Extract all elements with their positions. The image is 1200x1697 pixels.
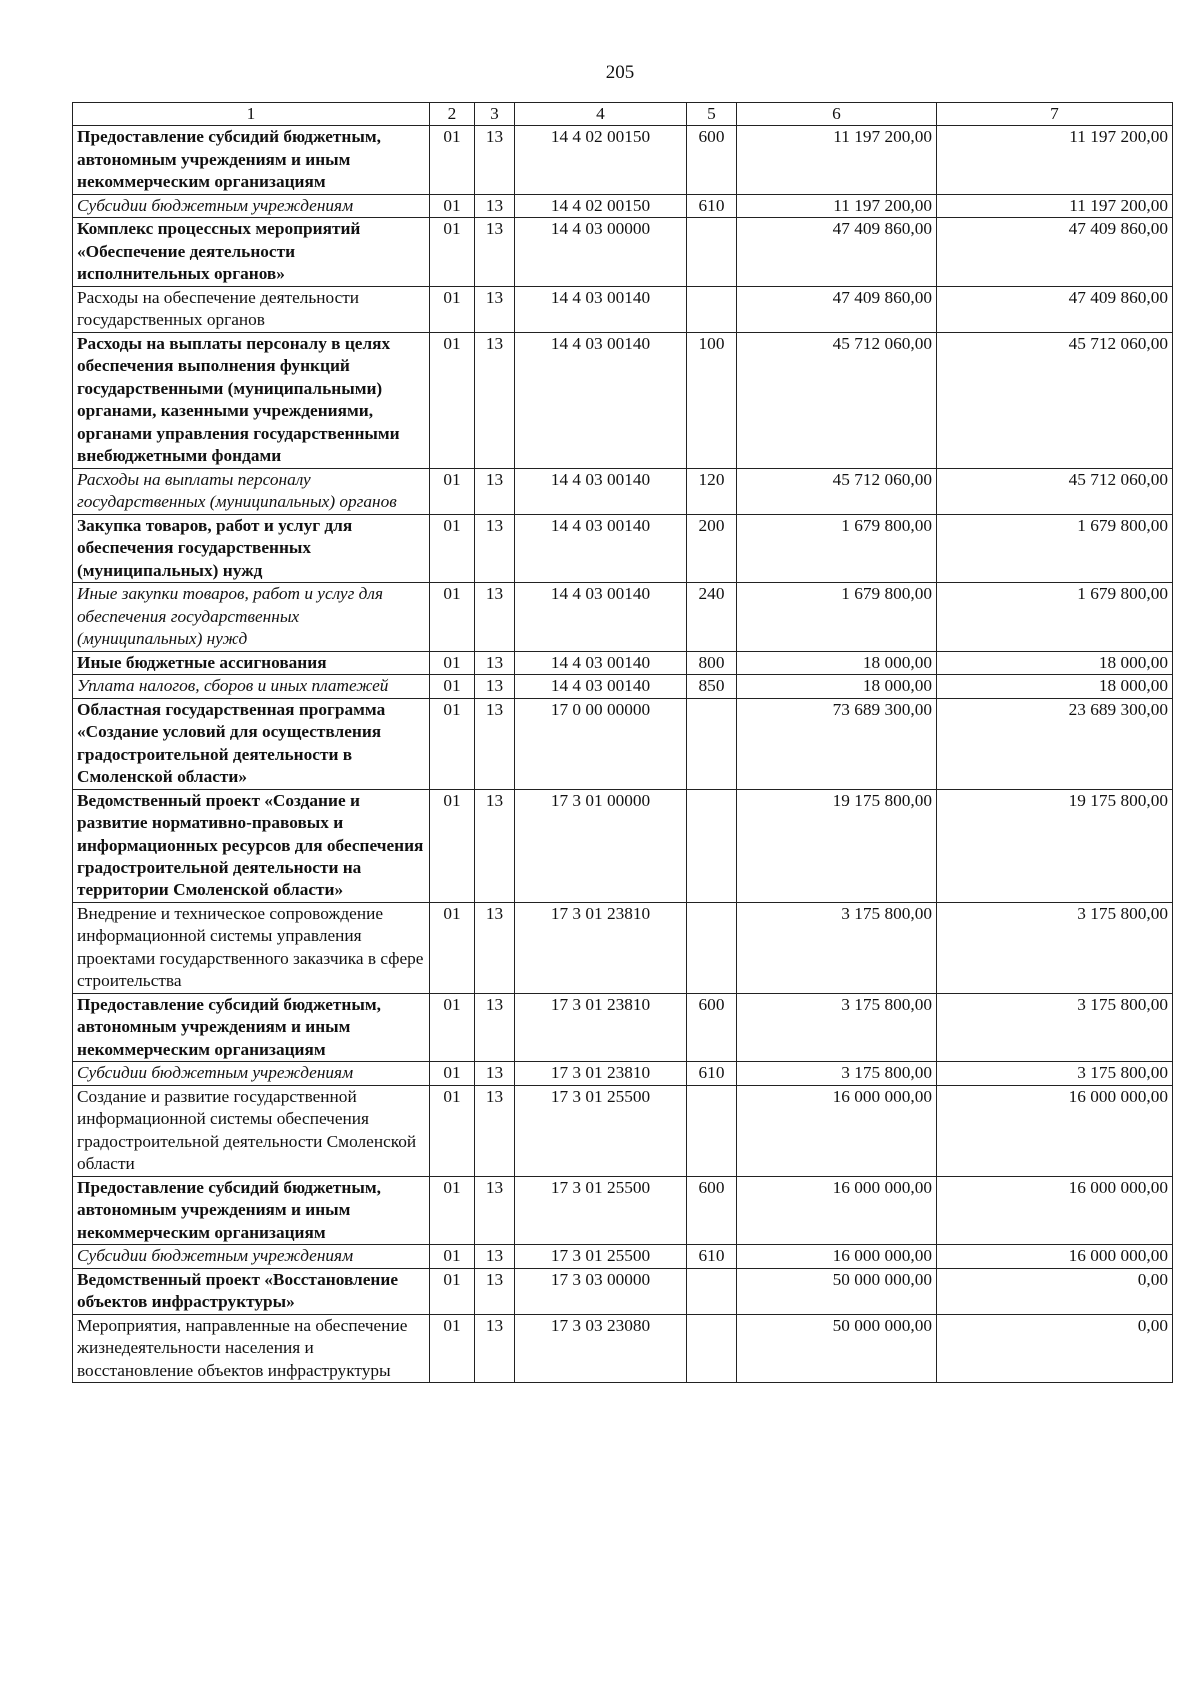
row-name: Уплата налогов, сборов и иных платежей <box>73 675 430 698</box>
cell-amount-1: 47 409 860,00 <box>737 286 937 332</box>
table-row <box>73 698 1173 789</box>
cell-target-code: 14 4 03 00140 <box>515 468 687 514</box>
row-name: Внедрение и техническое сопровождение информационной системы управления проектами государственного заказчика в сфере строительства <box>73 902 430 993</box>
table-row <box>73 789 1173 902</box>
table-row <box>73 332 1173 468</box>
cell-amount-2: 19 175 800,00 <box>937 789 1173 902</box>
table-row <box>73 194 1173 217</box>
row-name: Субсидии бюджетным учреждениям <box>73 1245 430 1268</box>
table-row <box>73 468 1173 514</box>
cell-subsection: 13 <box>475 194 515 217</box>
column-header: 5 <box>687 103 737 126</box>
header-row <box>73 103 1173 126</box>
column-header: 4 <box>515 103 687 126</box>
cell-section: 01 <box>430 651 475 674</box>
cell-subsection: 13 <box>475 902 515 993</box>
cell-target-code: 14 4 03 00140 <box>515 514 687 582</box>
cell-amount-2: 18 000,00 <box>937 651 1173 674</box>
cell-amount-2: 18 000,00 <box>937 675 1173 698</box>
cell-amount-2: 3 175 800,00 <box>937 993 1173 1061</box>
cell-subsection: 13 <box>475 1085 515 1176</box>
cell-amount-2: 47 409 860,00 <box>937 218 1173 286</box>
cell-amount-1: 50 000 000,00 <box>737 1314 937 1382</box>
cell-subsection: 13 <box>475 468 515 514</box>
table-row <box>73 126 1173 194</box>
column-header: 7 <box>937 103 1173 126</box>
cell-target-code: 17 3 01 23810 <box>515 902 687 993</box>
cell-amount-2: 16 000 000,00 <box>937 1085 1173 1176</box>
cell-section: 01 <box>430 468 475 514</box>
cell-subsection: 13 <box>475 332 515 468</box>
cell-amount-1: 3 175 800,00 <box>737 993 937 1061</box>
budget-table <box>72 102 1173 1383</box>
cell-section: 01 <box>430 583 475 651</box>
cell-amount-1: 18 000,00 <box>737 651 937 674</box>
row-name: Субсидии бюджетным учреждениям <box>73 194 430 217</box>
cell-section: 01 <box>430 1314 475 1382</box>
cell-expense-type: 200 <box>687 514 737 582</box>
cell-subsection: 13 <box>475 698 515 789</box>
table-row <box>73 1062 1173 1085</box>
cell-target-code: 14 4 03 00140 <box>515 332 687 468</box>
table-row <box>73 1314 1173 1382</box>
cell-target-code: 17 3 01 25500 <box>515 1176 687 1244</box>
row-name: Иные закупки товаров, работ и услуг для обеспечения государственных (муниципальных) нужд <box>73 583 430 651</box>
cell-amount-2: 16 000 000,00 <box>937 1176 1173 1244</box>
cell-expense-type <box>687 902 737 993</box>
column-header: 3 <box>475 103 515 126</box>
cell-expense-type: 100 <box>687 332 737 468</box>
cell-amount-2: 0,00 <box>937 1268 1173 1314</box>
row-name: Расходы на выплаты персоналу государственных (муниципальных) органов <box>73 468 430 514</box>
cell-amount-1: 3 175 800,00 <box>737 902 937 993</box>
cell-amount-2: 3 175 800,00 <box>937 1062 1173 1085</box>
cell-amount-1: 18 000,00 <box>737 675 937 698</box>
cell-subsection: 13 <box>475 993 515 1061</box>
cell-target-code: 14 4 03 00140 <box>515 675 687 698</box>
table-row <box>73 583 1173 651</box>
row-name: Иные бюджетные ассигнования <box>73 651 430 674</box>
cell-amount-2: 45 712 060,00 <box>937 468 1173 514</box>
cell-section: 01 <box>430 698 475 789</box>
cell-subsection: 13 <box>475 1268 515 1314</box>
row-name: Закупка товаров, работ и услуг для обеспечения государственных (муниципальных) нужд <box>73 514 430 582</box>
cell-amount-1: 50 000 000,00 <box>737 1268 937 1314</box>
cell-subsection: 13 <box>475 789 515 902</box>
cell-amount-2: 11 197 200,00 <box>937 126 1173 194</box>
cell-amount-2: 0,00 <box>937 1314 1173 1382</box>
row-name: Создание и развитие государственной информационной системы обеспечения градостроительной деятельности Смоленской области <box>73 1085 430 1176</box>
table-row <box>73 1245 1173 1268</box>
cell-expense-type <box>687 1085 737 1176</box>
table-row <box>73 651 1173 674</box>
cell-section: 01 <box>430 789 475 902</box>
cell-section: 01 <box>430 675 475 698</box>
cell-subsection: 13 <box>475 218 515 286</box>
row-name: Мероприятия, направленные на обеспечение жизнедеятельности населения и восстановление объектов инфраструктуры <box>73 1314 430 1382</box>
table-row <box>73 993 1173 1061</box>
table-row <box>73 286 1173 332</box>
cell-expense-type <box>687 1314 737 1382</box>
cell-amount-1: 11 197 200,00 <box>737 126 937 194</box>
row-name: Областная государственная программа «Создание условий для осуществления градостроительной деятельности в Смоленской области» <box>73 698 430 789</box>
cell-section: 01 <box>430 218 475 286</box>
cell-subsection: 13 <box>475 1314 515 1382</box>
table-row <box>73 1085 1173 1176</box>
cell-section: 01 <box>430 1085 475 1176</box>
cell-target-code: 14 4 02 00150 <box>515 194 687 217</box>
table-row <box>73 514 1173 582</box>
cell-subsection: 13 <box>475 651 515 674</box>
cell-subsection: 13 <box>475 1062 515 1085</box>
cell-expense-type: 600 <box>687 1176 737 1244</box>
row-name: Расходы на обеспечение деятельности государственных органов <box>73 286 430 332</box>
cell-amount-2: 11 197 200,00 <box>937 194 1173 217</box>
cell-amount-1: 45 712 060,00 <box>737 332 937 468</box>
cell-target-code: 14 4 03 00140 <box>515 583 687 651</box>
cell-target-code: 17 3 01 23810 <box>515 1062 687 1085</box>
row-name: Предоставление субсидий бюджетным, автономным учреждениям и иным некоммерческим организациям <box>73 1176 430 1244</box>
cell-expense-type: 610 <box>687 194 737 217</box>
cell-subsection: 13 <box>475 286 515 332</box>
cell-section: 01 <box>430 514 475 582</box>
row-name: Ведомственный проект «Создание и развитие нормативно-правовых и информационных ресурсов для обеспечения градостроительной деятельности на территории Смоленской области» <box>73 789 430 902</box>
cell-target-code: 17 3 01 00000 <box>515 789 687 902</box>
cell-section: 01 <box>430 126 475 194</box>
cell-subsection: 13 <box>475 1245 515 1268</box>
row-name: Предоставление субсидий бюджетным, автономным учреждениям и иным некоммерческим организациям <box>73 993 430 1061</box>
cell-amount-1: 16 000 000,00 <box>737 1245 937 1268</box>
cell-amount-1: 16 000 000,00 <box>737 1085 937 1176</box>
table-row <box>73 1268 1173 1314</box>
cell-amount-1: 16 000 000,00 <box>737 1176 937 1244</box>
cell-amount-2: 16 000 000,00 <box>937 1245 1173 1268</box>
cell-expense-type <box>687 698 737 789</box>
row-name: Субсидии бюджетным учреждениям <box>73 1062 430 1085</box>
cell-expense-type <box>687 1268 737 1314</box>
cell-expense-type: 850 <box>687 675 737 698</box>
cell-amount-1: 47 409 860,00 <box>737 218 937 286</box>
cell-section: 01 <box>430 902 475 993</box>
row-name: Расходы на выплаты персоналу в целях обеспечения выполнения функций государственными (муниципальными) органами, казенными учреждениями, органами управления государственными внебюджетными фондами <box>73 332 430 468</box>
cell-expense-type: 600 <box>687 126 737 194</box>
cell-section: 01 <box>430 1062 475 1085</box>
cell-target-code: 17 3 03 00000 <box>515 1268 687 1314</box>
cell-section: 01 <box>430 332 475 468</box>
cell-expense-type: 240 <box>687 583 737 651</box>
cell-target-code: 14 4 03 00140 <box>515 651 687 674</box>
cell-target-code: 14 4 03 00140 <box>515 286 687 332</box>
cell-subsection: 13 <box>475 675 515 698</box>
cell-target-code: 17 3 01 25500 <box>515 1245 687 1268</box>
column-header: 6 <box>737 103 937 126</box>
cell-expense-type: 800 <box>687 651 737 674</box>
cell-amount-2: 1 679 800,00 <box>937 583 1173 651</box>
cell-section: 01 <box>430 993 475 1061</box>
cell-amount-1: 45 712 060,00 <box>737 468 937 514</box>
cell-section: 01 <box>430 1176 475 1244</box>
cell-amount-2: 3 175 800,00 <box>937 902 1173 993</box>
cell-expense-type: 610 <box>687 1245 737 1268</box>
cell-amount-2: 47 409 860,00 <box>937 286 1173 332</box>
cell-expense-type: 600 <box>687 993 737 1061</box>
table-row <box>73 675 1173 698</box>
cell-amount-1: 3 175 800,00 <box>737 1062 937 1085</box>
cell-expense-type <box>687 218 737 286</box>
row-name: Ведомственный проект «Восстановление объектов инфраструктуры» <box>73 1268 430 1314</box>
cell-amount-2: 23 689 300,00 <box>937 698 1173 789</box>
cell-amount-1: 73 689 300,00 <box>737 698 937 789</box>
cell-amount-1: 19 175 800,00 <box>737 789 937 902</box>
cell-subsection: 13 <box>475 583 515 651</box>
cell-target-code: 17 3 03 23080 <box>515 1314 687 1382</box>
cell-target-code: 17 3 01 25500 <box>515 1085 687 1176</box>
cell-section: 01 <box>430 1245 475 1268</box>
cell-section: 01 <box>430 194 475 217</box>
cell-amount-1: 1 679 800,00 <box>737 514 937 582</box>
cell-expense-type: 610 <box>687 1062 737 1085</box>
cell-section: 01 <box>430 286 475 332</box>
cell-subsection: 13 <box>475 1176 515 1244</box>
table-row <box>73 218 1173 286</box>
cell-expense-type: 120 <box>687 468 737 514</box>
table-row <box>73 902 1173 993</box>
cell-section: 01 <box>430 1268 475 1314</box>
page-number: 205 <box>605 62 635 83</box>
cell-target-code: 17 0 00 00000 <box>515 698 687 789</box>
cell-target-code: 14 4 03 00000 <box>515 218 687 286</box>
cell-target-code: 17 3 01 23810 <box>515 993 687 1061</box>
row-name: Предоставление субсидий бюджетным, автономным учреждениям и иным некоммерческим организациям <box>73 126 430 194</box>
cell-target-code: 14 4 02 00150 <box>515 126 687 194</box>
table-row <box>73 1176 1173 1244</box>
cell-amount-2: 45 712 060,00 <box>937 332 1173 468</box>
cell-expense-type <box>687 789 737 902</box>
cell-subsection: 13 <box>475 126 515 194</box>
column-header: 2 <box>430 103 475 126</box>
column-header: 1 <box>73 103 430 126</box>
cell-amount-1: 1 679 800,00 <box>737 583 937 651</box>
cell-amount-2: 1 679 800,00 <box>937 514 1173 582</box>
cell-subsection: 13 <box>475 514 515 582</box>
cell-amount-1: 11 197 200,00 <box>737 194 937 217</box>
row-name: Комплекс процессных мероприятий «Обеспечение деятельности исполнительных органов» <box>73 218 430 286</box>
cell-expense-type <box>687 286 737 332</box>
